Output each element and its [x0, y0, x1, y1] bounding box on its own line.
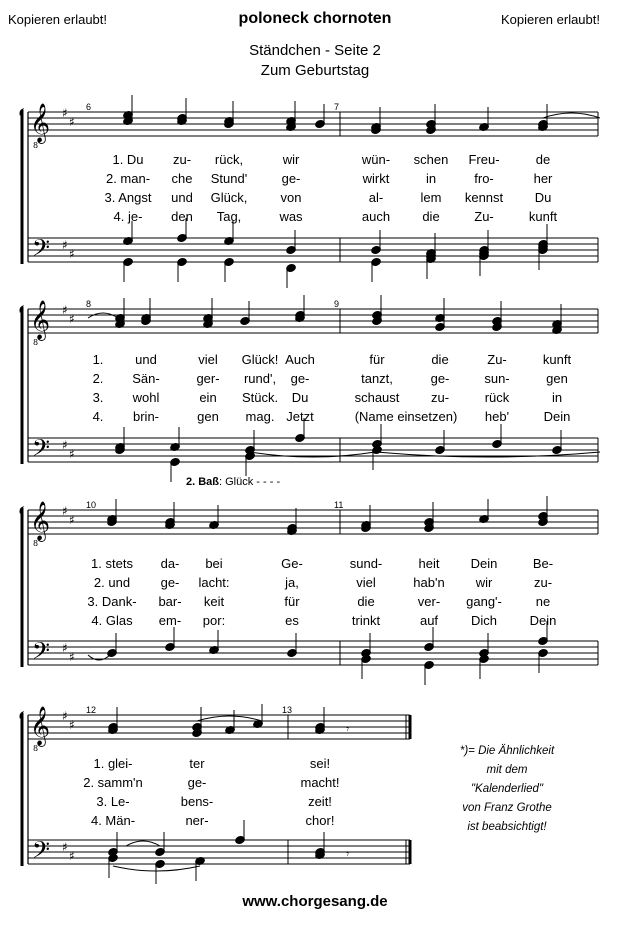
measure-number: 11: [334, 500, 344, 510]
key-signature-icon: ♯: [69, 247, 75, 261]
lyric-syllable: bens-: [180, 794, 214, 809]
lyric-syllable: wohl: [132, 390, 160, 405]
lyric-syllable: Dein: [470, 556, 498, 571]
key-signature-icon: ♯: [69, 513, 75, 527]
lyric-syllable: bar-: [158, 594, 182, 609]
lyric-syllable: wir: [282, 152, 300, 167]
lyric-syllable: mag.: [245, 409, 275, 424]
lyric-syllable: hab'n: [413, 575, 445, 590]
lyric-syllable: die: [422, 209, 440, 224]
measure-number: 9: [334, 299, 340, 309]
lyric-syllable: viel: [198, 352, 218, 367]
lyric-syllable: sund-: [349, 556, 383, 571]
bass-clef-icon: 𝄢: [32, 637, 51, 670]
eighth-rest-icon: 𝄾: [346, 722, 350, 736]
measure-number: 6: [86, 102, 92, 112]
measure-number: 8: [86, 299, 92, 309]
key-signature-icon: ♯: [69, 849, 75, 863]
lyric-syllable: da-: [160, 556, 180, 571]
bass-annotation: 2. Baß: Glück - - - -: [186, 476, 281, 488]
lyric-syllable: in: [425, 171, 437, 186]
lyric-syllable: für: [369, 352, 385, 367]
lyric-syllable: Glück,: [210, 190, 248, 205]
lyric-syllable: (Name einsetzen): [354, 409, 458, 424]
copy-note-right: Kopieren erlaubt!: [500, 12, 600, 27]
lyric-syllable: gang'-: [466, 594, 502, 609]
key-signature-icon: ♯: [69, 447, 75, 461]
lyric-syllable: 1. glei-: [93, 756, 133, 771]
lyric-syllable: por:: [202, 613, 226, 628]
lyric-syllable: Ge-: [281, 556, 303, 571]
lyric-syllable: ne: [535, 594, 551, 609]
lyric-syllable: Zu-: [474, 209, 494, 224]
tie: [543, 113, 600, 118]
footnote-line: mit dem: [486, 764, 528, 776]
page-title: Ständchen - Seite 2: [249, 42, 381, 59]
lyric-syllable: her: [533, 171, 553, 186]
bass-clef-icon: 𝄢: [32, 434, 51, 467]
lyric-syllable: schen: [413, 152, 449, 167]
lyric-syllable: zu-: [533, 575, 553, 590]
lyric-syllable: für: [284, 594, 300, 609]
eighth-rest-icon: 𝄾: [346, 847, 350, 861]
lyric-syllable: al-: [368, 190, 384, 205]
lyric-syllable: 4.: [92, 409, 104, 424]
lyric-syllable: ge-: [290, 371, 310, 386]
lyric-syllable: brin-: [132, 409, 160, 424]
key-signature-icon: ♯: [62, 641, 68, 655]
lyric-syllable: 1.: [92, 352, 104, 367]
lyric-syllable: in: [551, 390, 563, 405]
measure-number: 12: [86, 705, 97, 715]
lyric-syllable: es: [285, 613, 299, 628]
lyric-syllable: 1. Du: [112, 152, 144, 167]
lyric-syllable: schaust: [354, 390, 400, 405]
key-signature-icon: ♯: [62, 438, 68, 452]
lyric-syllable: 3.: [92, 390, 104, 405]
lyric-syllable: Dein: [543, 409, 571, 424]
lyric-syllable: wün-: [361, 152, 391, 167]
treble-clef-icon: 𝄞: [30, 501, 51, 541]
tie: [197, 716, 262, 721]
lyric-syllable: 2. samm'n: [83, 775, 143, 790]
lyric-syllable: 3. Angst: [104, 190, 152, 205]
page-subtitle: Zum Geburtstag: [260, 62, 370, 79]
bass-clef-icon: 𝄢: [32, 234, 51, 267]
lyric-syllable: was: [279, 209, 303, 224]
lyric-syllable: 3. Le-: [96, 794, 130, 809]
lyric-syllable: Sän-: [132, 371, 160, 386]
lyric-syllable: che: [171, 171, 193, 186]
key-signature-icon: ♯: [62, 709, 68, 723]
lyric-syllable: zu-: [172, 152, 192, 167]
lyric-syllable: sei!: [309, 756, 331, 771]
measure-number: 13: [282, 705, 293, 715]
lyric-syllable: ge-: [187, 775, 207, 790]
lyric-syllable: tanzt,: [361, 371, 393, 386]
tie: [126, 841, 160, 846]
lyric-syllable: Du: [291, 390, 309, 405]
lyric-syllable: ger-: [196, 371, 220, 386]
octave-mark: 8: [33, 744, 39, 753]
lyric-syllable: 4. je-: [113, 209, 143, 224]
key-signature-icon: ♯: [69, 718, 75, 732]
lyric-syllable: heit: [418, 556, 440, 571]
lyric-syllable: Stund': [210, 171, 248, 186]
lyric-syllable: ja,: [285, 575, 299, 590]
lyric-syllable: keit: [203, 594, 225, 609]
key-signature-icon: ♯: [69, 650, 75, 664]
octave-mark: 8: [33, 141, 39, 150]
lyric-syllable: 2.: [92, 371, 104, 386]
treble-clef-icon: 𝄞: [30, 103, 51, 143]
lyric-syllable: 2. und: [93, 575, 131, 590]
lyric-syllable: Tag,: [216, 209, 242, 224]
key-signature-icon: ♯: [62, 238, 68, 252]
lyric-syllable: heb': [484, 409, 510, 424]
lyric-syllable: Dich: [470, 613, 498, 628]
lyric-syllable: rund',: [243, 371, 277, 386]
lyric-syllable: Zu-: [487, 352, 507, 367]
lyric-syllable: und: [135, 352, 157, 367]
footnote-line: von Franz Grothe: [462, 802, 552, 814]
lyric-syllable: Be-: [532, 556, 554, 571]
website-url: www.chorgesang.de: [242, 893, 388, 910]
lyric-syllable: ner-: [185, 813, 209, 828]
key-signature-icon: ♯: [62, 106, 68, 120]
lyric-syllable: wirkt: [362, 171, 390, 186]
octave-mark: 8: [33, 338, 39, 347]
lyric-syllable: rück,: [214, 152, 244, 167]
lyric-syllable: sun-: [484, 371, 510, 386]
lyric-syllable: auch: [361, 209, 391, 224]
lyric-syllable: und: [171, 190, 193, 205]
lyric-syllable: Stück.: [241, 390, 279, 405]
key-signature-icon: ♯: [69, 312, 75, 326]
key-signature-icon: ♯: [69, 115, 75, 129]
lyric-syllable: ter: [189, 756, 205, 771]
lyric-syllable: ge-: [281, 171, 301, 186]
lyric-syllable: von: [280, 190, 302, 205]
lyric-syllable: macht!: [300, 775, 340, 790]
lyric-syllable: Dein: [529, 613, 557, 628]
measure-number: 7: [334, 102, 340, 112]
lyric-syllable: kunft: [542, 352, 572, 367]
footnote: [432, 742, 582, 837]
lyric-syllable: de: [535, 152, 551, 167]
octave-mark: 8: [33, 539, 39, 548]
lyric-syllable: Auch: [285, 352, 315, 367]
footnote-line: "Kalenderlied": [470, 783, 544, 795]
copy-note-left: Kopieren erlaubt!: [8, 12, 108, 27]
lyric-syllable: Jetzt: [286, 409, 314, 424]
measure-number: 10: [86, 500, 97, 510]
lyric-syllable: trinkt: [351, 613, 381, 628]
lyric-syllable: lacht:: [198, 575, 230, 590]
lyric-syllable: em-: [158, 613, 182, 628]
lyric-syllable: die: [357, 594, 375, 609]
footnote-line: *)= Die Ähnlichkeit: [459, 745, 555, 757]
lyric-syllable: Freu-: [468, 152, 500, 167]
treble-clef-icon: 𝄞: [30, 300, 51, 340]
lyric-syllable: ge-: [160, 575, 180, 590]
lyric-syllable: den: [171, 209, 193, 224]
key-signature-icon: ♯: [62, 303, 68, 317]
lyric-syllable: lem: [420, 190, 442, 205]
lyric-syllable: zu-: [430, 390, 450, 405]
lyric-syllable: die: [431, 352, 449, 367]
lyric-syllable: gen: [197, 409, 219, 424]
lyric-syllable: chor!: [305, 813, 335, 828]
lyric-syllable: Glück!: [241, 352, 279, 367]
bass-clef-icon: 𝄢: [32, 836, 51, 869]
footnote-line: ist beabsichtigt!: [467, 821, 547, 833]
publisher-title: poloneck chornoten: [238, 10, 392, 27]
lyric-syllable: wir: [475, 575, 493, 590]
lyric-syllable: ein: [199, 390, 217, 405]
lyric-syllable: kunft: [528, 209, 558, 224]
lyric-syllable: rück: [484, 390, 510, 405]
lyric-syllable: 4. Män-: [90, 813, 136, 828]
lyric-syllable: 2. man-: [105, 171, 151, 186]
lyric-syllable: 1. stets: [91, 556, 133, 571]
key-signature-icon: ♯: [62, 504, 68, 518]
treble-clef-icon: 𝄞: [30, 706, 51, 746]
lyric-syllable: Du: [534, 190, 552, 205]
lyric-syllable: bei: [205, 556, 223, 571]
lyric-syllable: kennst: [464, 190, 504, 205]
lyric-syllable: ge-: [430, 371, 450, 386]
lyric-syllable: auf: [419, 613, 439, 628]
lyric-syllable: gen: [546, 371, 568, 386]
lyric-syllable: fro-: [474, 171, 494, 186]
lyric-syllable: 4. Glas: [91, 613, 133, 628]
key-signature-icon: ♯: [62, 840, 68, 854]
lyric-syllable: 3. Dank-: [87, 594, 137, 609]
lyric-syllable: zeit!: [308, 794, 332, 809]
lyric-syllable: viel: [356, 575, 376, 590]
lyric-syllable: ver-: [417, 594, 441, 609]
